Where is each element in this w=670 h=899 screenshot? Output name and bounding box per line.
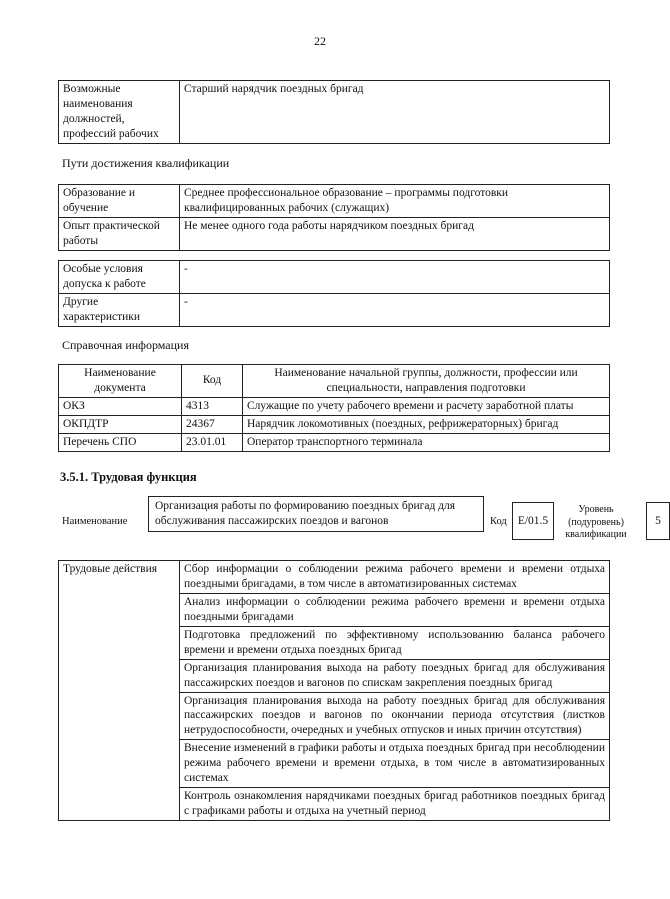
reference-doc: ОКЗ bbox=[59, 397, 182, 415]
paths-value-experience: Не менее одного года работы нарядчиком поездных бригад bbox=[180, 217, 610, 250]
actions-table bbox=[58, 560, 610, 821]
reference-row-okpdtr bbox=[59, 415, 610, 433]
reference-code: 4313 bbox=[182, 397, 243, 415]
positions-value: Старший нарядчик поездных бригад bbox=[180, 81, 610, 144]
function-level-label: Уровень (подуровень) квалификации bbox=[565, 504, 627, 540]
positions-table bbox=[58, 80, 610, 144]
paths-row-experience bbox=[59, 217, 610, 250]
paths-label-experience: Опыт практической работы bbox=[59, 217, 180, 250]
reference-table bbox=[58, 364, 610, 452]
reference-header-code: Код bbox=[182, 365, 243, 398]
reference-header-row bbox=[59, 365, 610, 398]
reference-row-spo bbox=[59, 433, 610, 451]
action-item: Организация планирования выхода на работу поездных бригад для обслуживания пассажирских поездов и вагонов по спискам закрепления поездных бригад bbox=[180, 659, 610, 692]
reference-name: Служащие по учету рабочего времени и расчету заработной платы bbox=[243, 397, 610, 415]
reference-code: 23.01.01 bbox=[182, 433, 243, 451]
function-code-label: Код bbox=[490, 516, 507, 527]
function-row bbox=[58, 496, 661, 548]
reference-name: Оператор транспортного терминала bbox=[243, 433, 610, 451]
reference-doc: ОКПДТР bbox=[59, 415, 182, 433]
reference-header-doc: Наименование документа bbox=[59, 365, 182, 398]
action-item: Сбор информации о соблюдении режима рабочего времени и времени отдыха поездными бригадами, в том числе в автоматизированных системах bbox=[180, 561, 610, 594]
conditions-row-other bbox=[59, 293, 610, 326]
conditions-label-admission: Особые условия допуска к работе bbox=[59, 261, 180, 294]
action-item: Подготовка предложений по эффективному использованию баланса рабочего времени и времени отдыха поездных бригад bbox=[180, 626, 610, 659]
conditions-value-admission: - bbox=[180, 261, 610, 294]
conditions-label-other: Другие характеристики bbox=[59, 293, 180, 326]
paths-table bbox=[58, 184, 610, 251]
action-item: Внесение изменений в графики работы и отдыха поездных бригад при несоблюдении режима рабочего времени и времени отдыха, в том числе в автоматизированных системах bbox=[180, 740, 610, 788]
actions-row bbox=[59, 561, 610, 594]
reference-name: Нарядчик локомотивных (поездных, рефрижераторных) бригад bbox=[243, 415, 610, 433]
reference-doc: Перечень СПО bbox=[59, 433, 182, 451]
reference-title: Справочная информация bbox=[62, 338, 189, 352]
function-code: E/01.5 bbox=[512, 502, 554, 540]
action-item: Контроль ознакомления нарядчиками поездных бригад работников поездных бригад с графиками работы и отдыха на учетный период bbox=[180, 788, 610, 821]
paths-title: Пути достижения квалификации bbox=[62, 156, 230, 170]
paths-row-education bbox=[59, 185, 610, 218]
function-level: 5 bbox=[646, 502, 670, 540]
reference-header-name: Наименование начальной группы, должности, профессии или специальности, направления подготовки bbox=[243, 365, 610, 398]
reference-code: 24367 bbox=[182, 415, 243, 433]
function-heading: 3.5.1. Трудовая функция bbox=[60, 470, 197, 484]
function-name: Организация работы по формированию поездных бригад для обслуживания пассажирских поездов и вагонов bbox=[148, 496, 484, 532]
page-number: 22 bbox=[314, 34, 326, 48]
conditions-table bbox=[58, 260, 610, 327]
action-item: Организация планирования выхода на работу поездных бригад для обслуживания пассажирских поездов и вагонов по окончании периода отсутствия (листков нетрудоспособности, очередных и учебных отпусков и иных причин отсутствия) bbox=[180, 692, 610, 740]
conditions-row-admission bbox=[59, 261, 610, 294]
reference-row-okz bbox=[59, 397, 610, 415]
action-item: Анализ информации о соблюдении режима рабочего времени и времени отдыха поездными бригадами bbox=[180, 593, 610, 626]
function-name-label: Наименование bbox=[62, 516, 128, 527]
paths-label-education: Образование и обучение bbox=[59, 185, 180, 218]
conditions-value-other: - bbox=[180, 293, 610, 326]
actions-label: Трудовые действия bbox=[59, 561, 180, 821]
paths-value-education: Среднее профессиональное образование – программы подготовки квалифицированных рабочих (служащих) bbox=[180, 185, 610, 218]
positions-label: Возможные наименования должностей, профессий рабочих bbox=[59, 81, 180, 144]
